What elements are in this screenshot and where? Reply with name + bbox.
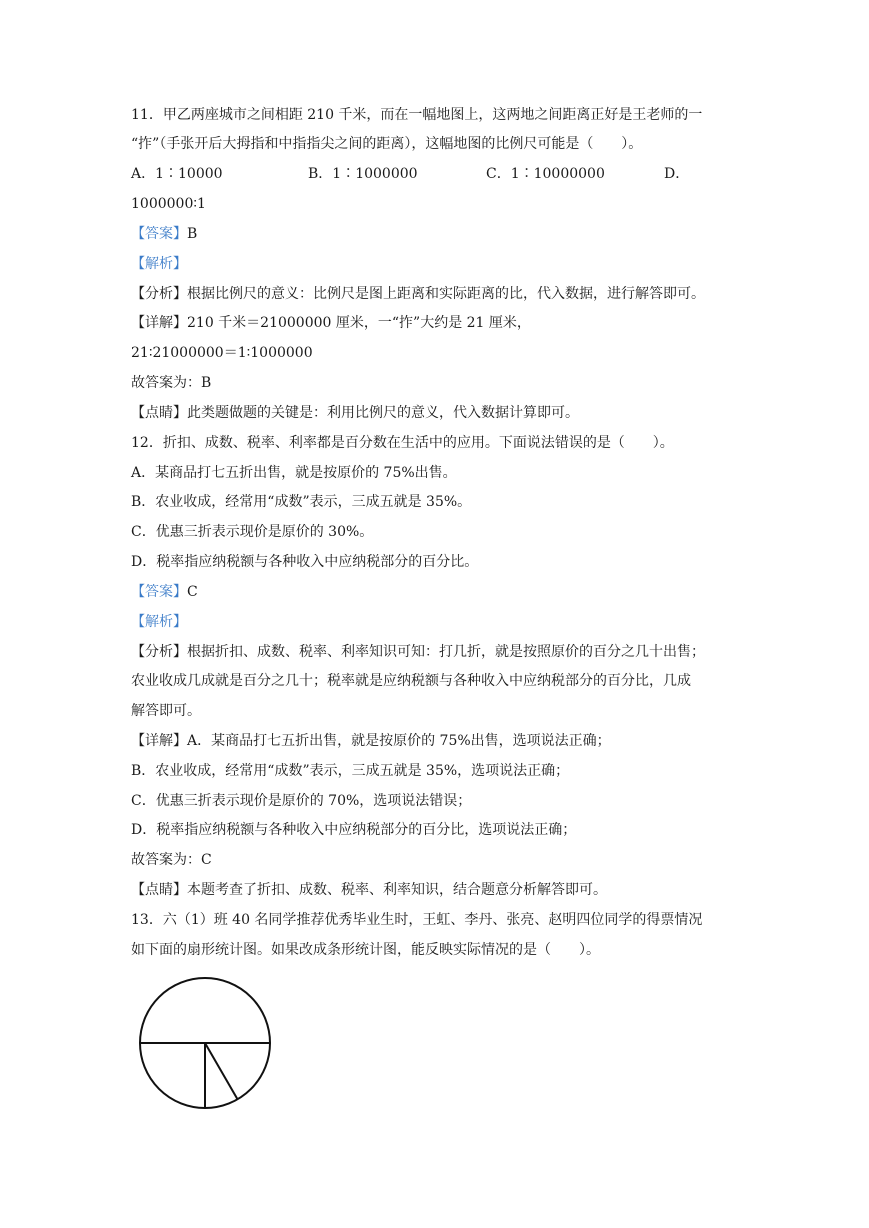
q12-option-c: C．优惠三折表示现价是原价的 30%。 [131,524,374,540]
answer-tag: 【答案】 [131,226,187,242]
q11-xiangjie-line1: 【详解】210 千米＝21000000 厘米，一“拃”大约是 21 厘米， [131,315,531,331]
q12-fenxi-line1: 【分析】根据折扣、成数、税率、利率知识可知：打几折，就是按照原价的百分之几十出售； [131,644,705,660]
q11-analysis-tag: 【解析】 [131,256,187,272]
q12-answer [131,582,198,602]
q11-stem-line1: 11．甲乙两座城市之间相距 210 千米，而在一幅地图上，这两地之间距离正好是王老师的一 [131,107,703,123]
q12-xiangjie-line3: C．优惠三折表示现价是原价的 70%，选项说法错误； [131,793,472,809]
q11-option-c: C．1∶10000000 [486,166,605,182]
answer-value: B [187,226,198,242]
q13-stem-line1: 13．六（1）班 40 名同学推荐优秀毕业生时，王虹、李丹、张亮、赵明四位同学的得票情况 [131,912,703,928]
answer-tag: 【答案】 [131,584,187,600]
q12-xiangjie-line2: B．农业收成，经常用“成数”表示，三成五就是 35%，选项说法正确； [131,763,570,779]
q11-option-d-value: 1000000∶1 [131,196,206,212]
pie-chart-figure [136,974,276,1114]
q12-stem: 12．折扣、成数、税率、利率都是百分数在生活中的应用。下面说法错误的是（ ）。 [131,435,674,451]
q12-xiangjie-line4: D．税率指应纳税额与各种收入中应纳税部分的百分比，选项说法正确； [131,822,577,838]
q12-option-d: D．税率指应纳税额与各种收入中应纳税部分的百分比。 [131,554,479,570]
q13-stem-line2: 如下面的扇形统计图。如果改成条形统计图，能反映实际情况的是（ ）。 [131,942,600,958]
q12-fenxi-line3: 解答即可。 [131,703,201,719]
q11-option-a: A．1∶10000 [131,166,223,182]
q11-answer [131,224,197,244]
q12-fenxi-line2: 农业收成几成就是百分之几十；税率就是应纳税额与各种收入中应纳税部分的百分比，几成 [131,673,691,689]
answer-value: C [187,584,198,600]
q11-stem-line2: “拃”（手张开后大拇指和中指指尖之间的距离），这幅地图的比例尺可能是（ ）。 [131,136,643,152]
q12-dianjing: 【点睛】本题考查了折扣、成数、税率、利率知识，结合题意分析解答即可。 [131,882,607,898]
pie-divider-diagonal [205,1043,238,1099]
q12-conclusion: 故答案为：C [131,852,212,868]
q11-fenxi: 【分析】根据比例尺的意义：比例尺是图上距离和实际距离的比，代入数据，进行解答即可。 [131,286,705,302]
q11-option-b: B．1∶1000000 [308,166,418,182]
q12-analysis-tag: 【解析】 [131,614,187,630]
q11-conclusion: 故答案为：B [131,375,212,391]
q12-option-b: B．农业收成，经常用“成数”表示，三成五就是 35%。 [131,494,472,510]
q11-option-d: D． [664,166,690,182]
q11-xiangjie-line2: 21∶21000000＝1∶1000000 [131,345,313,361]
q12-option-a: A．某商品打七五折出售，就是按原价的 75%出售。 [131,465,457,481]
q11-dianjing: 【点睛】此类题做题的关键是：利用比例尺的意义，代入数据计算即可。 [131,405,579,421]
q12-xiangjie-line1: 【详解】A．某商品打七五折出售，就是按原价的 75%出售，选项说法正确； [131,733,611,749]
